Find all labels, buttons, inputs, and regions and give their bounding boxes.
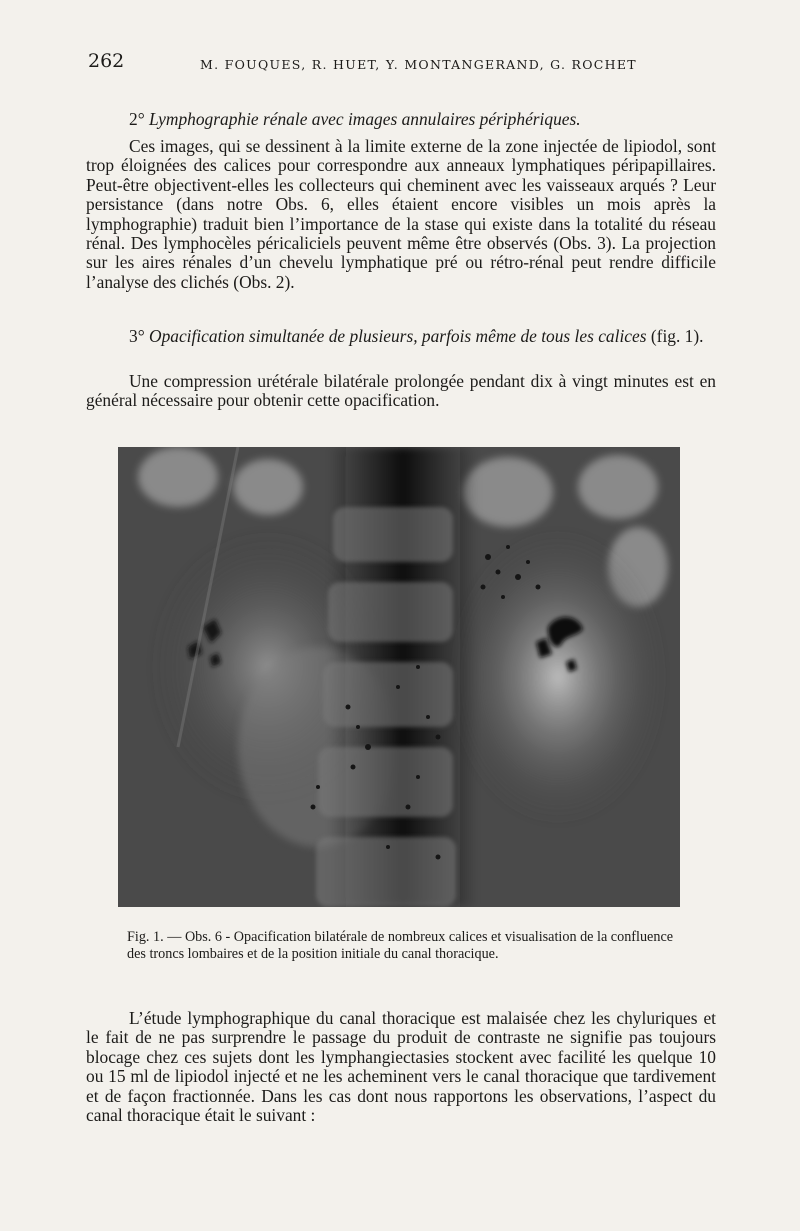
section-3-title: Opacification simultanée de plusieurs, parfois même de tous les calices (149, 326, 647, 346)
running-head: M. FOUQUES, R. HUET, Y. MONTANGERAND, G. ROCHET (200, 57, 637, 72)
section-2-heading (86, 110, 716, 129)
paragraph-1-text: Ces images, qui se dessinent à la limite externe de la zone injectée de lipiodol, sont trop éloignées des calices pour correspondre aux anneaux lymphatiques péripapillaires. Peut-être objectivent-elles les collecteurs qui cheminent avec les vaisseaux arqués ? Leur persistance (dans notre Obs. 6, elles étaient encore visibles un mois après la lymphographie) traduit bien l’importance de la stase qui existe dans la totalité du réseau rénal. Des lymphocèles péricaliciels peuvent même être observés (Obs. 3). La projection sur les aires rénales d’un chevelu lymphatique pré ou rétro-rénal peut rendre difficile l’analyse des clichés (Obs. 2). (86, 136, 716, 292)
paragraph-2 (86, 372, 716, 411)
paragraph-1 (86, 137, 716, 292)
figure-caption-text: Fig. 1. — Obs. 6 - Opacification bilatérale de nombreux calices et visualisation de la confluence des troncs lombaires et de la position initiale du canal thoracique. (127, 929, 674, 962)
radiograph-figure (118, 447, 680, 907)
radiograph-image (118, 447, 680, 907)
page-number: 262 (88, 50, 125, 72)
section-2-number: 2° (129, 109, 145, 129)
paragraph-3-text: L’étude lymphographique du canal thoracique est malaisée chez les chyluriques et le fait de ne pas surprendre le passage du produit de contraste ne signifie pas toujours blocage chez ces sujets dont les lymphangiectasies stockent avec facilité les quelque 10 ou 15 ml de lipiodol injecté et ne les acheminent vers le canal thoracique que tardivement et de façon fractionnée. Dans les cas dont nous rapportons les observations, l’aspect du canal thoracique était le suivant : (86, 1008, 716, 1126)
figure-caption (127, 929, 677, 963)
paragraph-3 (86, 1009, 716, 1125)
paragraph-2-text: Une compression urétérale bilatérale prolongée pendant dix à vingt minutes est en général nécessaire pour obtenir cette opacification. (86, 371, 716, 411)
section-2-title: Lymphographie rénale avec images annulaires périphériques. (149, 109, 581, 129)
section-3-number: 3° (129, 326, 145, 346)
section-3-heading (86, 327, 716, 346)
section-3-suffix: (fig. 1). (650, 326, 704, 346)
